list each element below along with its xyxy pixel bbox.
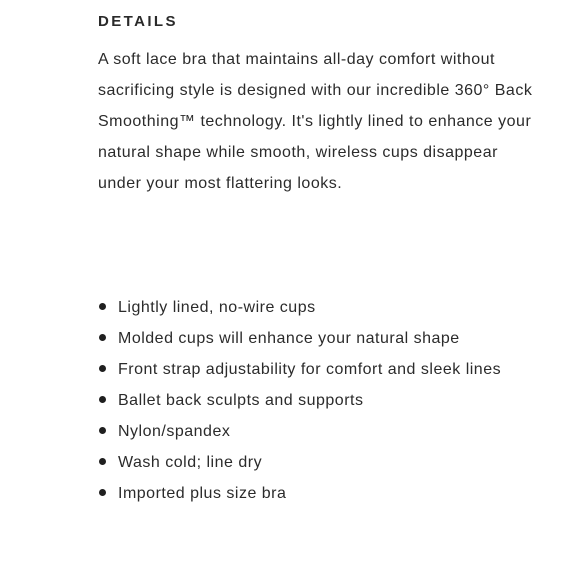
bullet-icon <box>99 365 106 372</box>
feature-item <box>98 385 538 416</box>
feature-item <box>98 447 538 478</box>
feature-text: Front strap adjustability for comfort and sleek lines <box>118 361 502 378</box>
bullet-icon <box>99 334 106 341</box>
product-description: A soft lace bra that maintains all-day comfort without sacrificing style is designed with our incredible 360° Back Smoothing™ technology. It's lightly lined to enhance your natural shape while smooth, wireless cups disappear under your most flattering looks. <box>98 51 533 192</box>
bullet-icon <box>99 489 106 496</box>
bullet-icon <box>99 396 106 403</box>
feature-item <box>98 292 538 323</box>
feature-item <box>98 416 538 447</box>
feature-text: Molded cups will enhance your natural shape <box>118 330 460 347</box>
feature-text: Ballet back sculpts and supports <box>118 392 364 409</box>
feature-text: Nylon/spandex <box>118 423 231 440</box>
feature-text: Wash cold; line dry <box>118 454 263 471</box>
feature-text: Lightly lined, no-wire cups <box>118 299 316 316</box>
feature-item <box>98 354 538 385</box>
bullet-icon <box>99 427 106 434</box>
feature-list <box>98 292 538 509</box>
bullet-icon <box>99 458 106 465</box>
details-heading: DETAILS <box>98 13 178 30</box>
bullet-icon <box>99 303 106 310</box>
feature-item <box>98 478 538 509</box>
feature-text: Imported plus size bra <box>118 485 287 502</box>
feature-item <box>98 323 538 354</box>
